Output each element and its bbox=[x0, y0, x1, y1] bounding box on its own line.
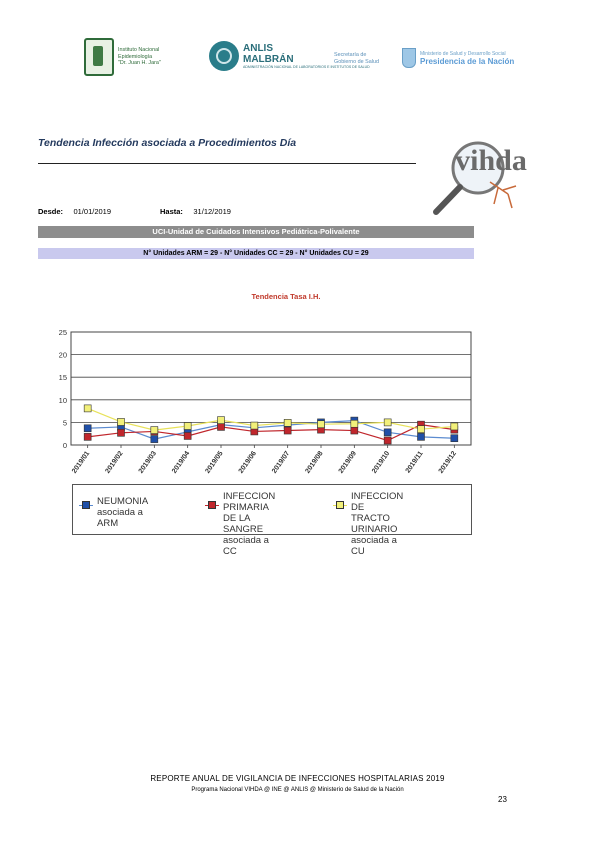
y-tick-label: 5 bbox=[62, 418, 67, 428]
legend-label-urinario bbox=[351, 491, 403, 557]
unit-bar: UCI-Unidad de Cuidados Intensivos Pediátrica-Polivalente bbox=[38, 226, 474, 238]
ine-logo bbox=[84, 38, 161, 76]
data-point-series-2 bbox=[151, 427, 158, 434]
data-point-series-0 bbox=[151, 436, 158, 443]
footer-program: Programa Nacional VIHDA @ INE @ ANLIS @ Ministerio de Salud de la Nación bbox=[191, 787, 404, 793]
x-tick-label: 2019/02 bbox=[104, 450, 125, 475]
legend-label-line: TRACTO URINARIO bbox=[351, 513, 398, 535]
data-point-series-1 bbox=[284, 427, 291, 434]
ine-line-3: "Dr. Juan H. Jara" bbox=[118, 60, 161, 67]
secretaria-line-2: Gobierno de Salud bbox=[334, 58, 379, 65]
hasta-value: 31/12/2019 bbox=[193, 207, 231, 216]
secretaria-line-1: Secretaría de bbox=[334, 52, 367, 58]
legend-label-line: ARM bbox=[97, 518, 119, 529]
legend-marker-sangre bbox=[208, 501, 216, 509]
trend-line-chart bbox=[40, 322, 480, 475]
data-point-series-2 bbox=[218, 417, 225, 424]
anlis-malbran: MALBRÁN bbox=[243, 53, 294, 65]
footer-report-name: REPORTE ANUAL DE VIGILANCIA DE INFECCIONES HOSPITALARIAS 2019 bbox=[150, 774, 445, 783]
data-point-series-2 bbox=[451, 423, 458, 430]
data-point-series-0 bbox=[384, 429, 391, 436]
data-point-series-1 bbox=[84, 433, 91, 440]
title-divider bbox=[38, 163, 416, 164]
data-point-series-0 bbox=[84, 425, 91, 432]
chart-legend bbox=[72, 484, 472, 557]
legend-label-line: asociada a CC bbox=[223, 535, 269, 557]
argentina-shield-icon bbox=[402, 48, 416, 68]
legend-label-sangre bbox=[223, 491, 275, 557]
x-tick-label: 2019/04 bbox=[171, 450, 192, 475]
data-point-series-2 bbox=[118, 418, 125, 425]
data-point-series-0 bbox=[451, 435, 458, 442]
data-point-series-2 bbox=[384, 419, 391, 426]
page-number: 23 bbox=[498, 795, 507, 804]
vihda-logo bbox=[428, 132, 558, 220]
hasta-label: Hasta: bbox=[160, 207, 183, 216]
x-tick-label: 2019/10 bbox=[371, 450, 392, 475]
data-point-series-2 bbox=[351, 420, 358, 427]
desde-label: Desde: bbox=[38, 207, 64, 216]
data-point-series-1 bbox=[384, 437, 391, 444]
x-tick-label: 2019/01 bbox=[71, 450, 92, 475]
legend-marker-neumonia bbox=[82, 501, 90, 509]
date-range-end bbox=[160, 201, 231, 219]
data-point-series-1 bbox=[184, 432, 191, 439]
secretaria-logo bbox=[334, 52, 379, 65]
x-tick-label: 2019/09 bbox=[337, 450, 358, 475]
y-tick-label: 20 bbox=[58, 350, 67, 360]
report-title: Tendencia Infección asociada a Procedimientos Día bbox=[38, 137, 297, 149]
y-tick-label: 10 bbox=[58, 395, 67, 405]
ministerio-line-1: Ministerio de Salud y Desarrollo Social bbox=[420, 50, 506, 57]
x-tick-label: 2019/11 bbox=[404, 450, 425, 475]
ine-line-1: Instituto Nacional bbox=[118, 47, 160, 54]
data-point-series-1 bbox=[218, 423, 225, 430]
units-info-bar: N° Unidades ARM = 29 - N° Unidades CC = 29 - N° Unidades CU = 29 bbox=[38, 248, 474, 259]
legend-label-line: NEUMONIA asociada a bbox=[97, 496, 148, 518]
plot-area bbox=[71, 332, 471, 445]
data-point-series-2 bbox=[251, 422, 258, 429]
data-point-series-2 bbox=[284, 419, 291, 426]
vihda-logo-text: vihda bbox=[455, 144, 527, 177]
legend-label-line: INFECCION DE bbox=[351, 491, 404, 513]
anlis-emblem-icon bbox=[209, 41, 239, 71]
legend-marker-urinario bbox=[336, 501, 344, 509]
data-point-series-1 bbox=[351, 427, 358, 434]
ministerio-line-2: Presidencia de la Nación bbox=[420, 56, 515, 66]
magnifier-handle-icon bbox=[436, 187, 460, 212]
data-point-series-2 bbox=[418, 426, 425, 433]
desde-value: 01/01/2019 bbox=[73, 207, 112, 216]
ine-emblem-icon bbox=[84, 38, 114, 76]
legend-label-line: asociada a CU bbox=[351, 535, 397, 557]
ine-logo-text bbox=[118, 47, 161, 67]
anlis-name: ANLIS bbox=[243, 42, 273, 54]
data-point-series-2 bbox=[184, 423, 191, 430]
x-tick-label: 2019/06 bbox=[237, 450, 258, 475]
x-tick-label: 2019/03 bbox=[137, 450, 158, 475]
anlis-subtitle: ADMINISTRACIÓN NACIONAL DE LABORATORIOS E INSTITUTOS DE SALUD bbox=[243, 64, 370, 69]
x-tick-label: 2019/05 bbox=[204, 450, 225, 475]
data-point-series-0 bbox=[418, 433, 425, 440]
date-range bbox=[38, 201, 111, 219]
x-tick-label: 2019/08 bbox=[304, 450, 325, 475]
data-point-series-2 bbox=[318, 421, 325, 428]
legend-label-neumonia bbox=[97, 496, 148, 529]
legend-label-line: DE LA SANGRE bbox=[223, 513, 264, 535]
ine-line-2: Epidemiología bbox=[118, 53, 153, 60]
x-tick-label: 2019/12 bbox=[437, 450, 458, 475]
chart-title: Tendencia Tasa I.H. bbox=[251, 292, 321, 301]
y-tick-label: 0 bbox=[62, 441, 67, 450]
legend-label-line: INFECCION PRIMARIA bbox=[223, 491, 276, 513]
y-tick-label: 25 bbox=[58, 328, 67, 337]
y-tick-label: 15 bbox=[58, 373, 67, 383]
x-tick-label: 2019/07 bbox=[271, 450, 292, 475]
data-point-series-2 bbox=[84, 405, 91, 412]
ministerio-logo bbox=[402, 48, 514, 68]
data-point-series-1 bbox=[118, 429, 125, 436]
